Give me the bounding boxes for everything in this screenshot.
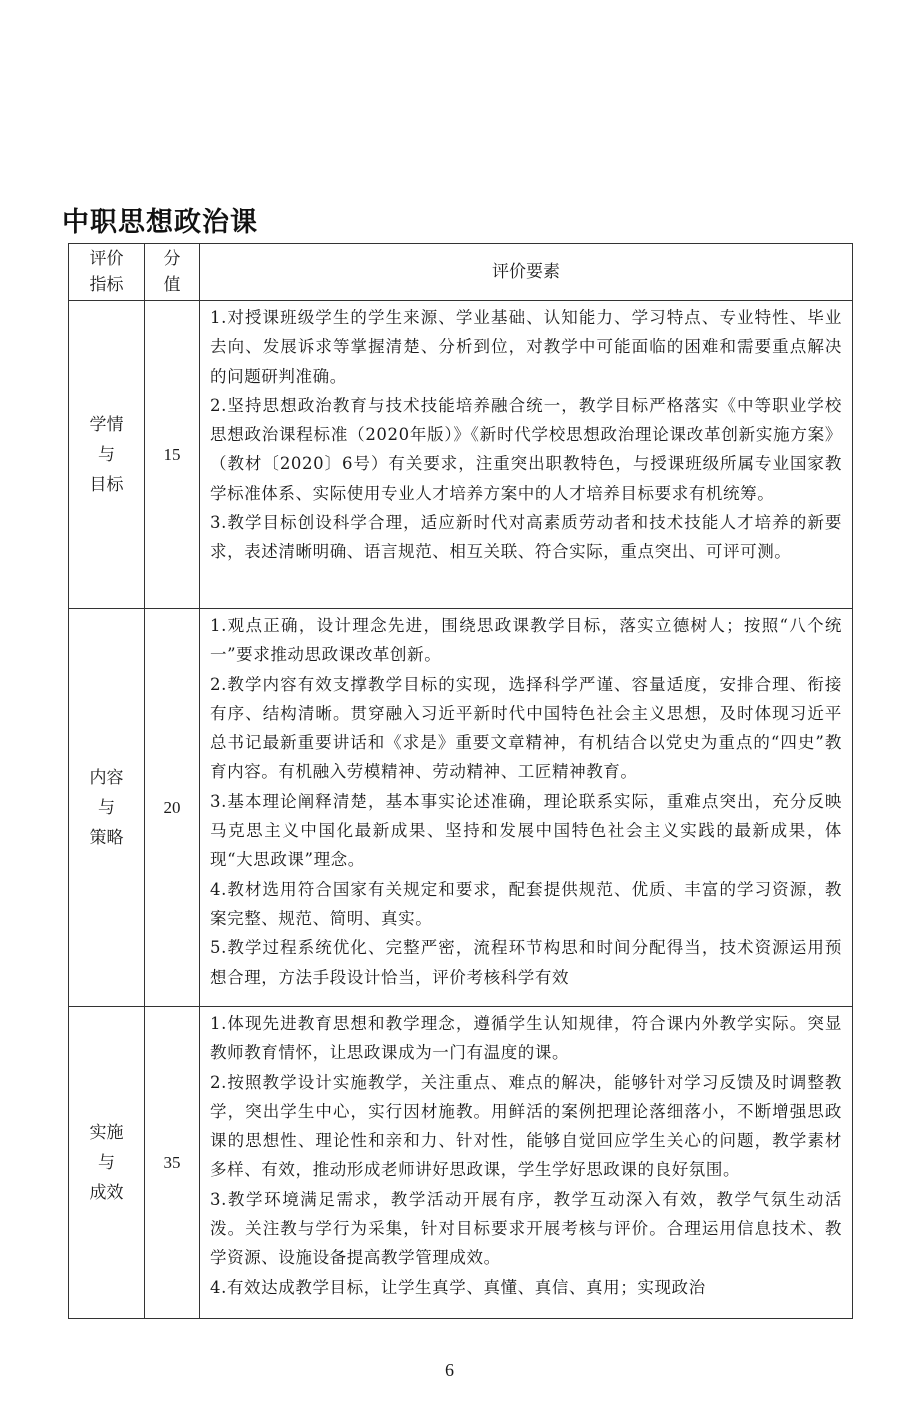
criterion-item: 3.基本理论阐释清楚，基本事实论述准确，理论联系实际，重难点突出，充分反映马克思主义中国化最新成果、坚持和发展中国特色社会主义实践的最新成果，体现“大思政课”理念。 <box>210 791 842 870</box>
table-row <box>69 1007 853 1319</box>
page-title: 中职思想政治课 <box>62 207 258 238</box>
elements-cell <box>200 609 853 1007</box>
evaluation-table <box>68 243 853 1319</box>
page-number: 6 <box>445 1360 454 1380</box>
indicator-line: 学情 <box>89 414 124 435</box>
criterion-item: 2.教学内容有效支撑教学目标的实现，选择科学严谨、容量适度，安排合理、衔接有序、结构清晰。贯穿融入习近平新时代中国特色社会主义思想，及时体现习近平总书记最新重要讲话和《求是》重要文章精神，有机结合以党史为重点的“四史”教育内容。有机融入劳模精神、劳动精神、工匠精神教育。 <box>210 674 842 782</box>
score-cell: 15 <box>145 301 200 609</box>
criterion-item: 2.按照教学设计实施教学，关注重点、难点的解决，能够针对学习反馈及时调整教学，突出学生中心，实行因材施教。用鲜活的案例把理论落细落小，不断增强思政课的思想性、理论性和亲和力、针对性，能够自觉回应学生关心的问题，教学素材多样、有效，推动形成老师讲好思政课，学生学好思政课的良好氛围。 <box>210 1072 842 1180</box>
indicator-line: 目标 <box>89 474 124 495</box>
table-row <box>69 301 853 609</box>
table-header-row <box>69 244 853 301</box>
indicator-cell <box>69 1007 145 1319</box>
criterion-item: 1.观点正确，设计理念先进，围绕思政课教学目标，落实立德树人；按照“八个统一”要求推动思政课改革创新。 <box>210 616 842 665</box>
indicator-line: 策略 <box>89 827 124 848</box>
criterion-item: 4.有效达成教学目标，让学生真学、真懂、真信、真用；实现政治 <box>210 1277 706 1297</box>
criterion-item: 3.教学环境满足需求，教学活动开展有序，教学互动深入有效，教学气氛生动活泼。关注教与学行为采集，针对目标要求开展考核与评价。合理运用信息技术、教学资源、设施设备提高教学管理成效。 <box>210 1189 842 1268</box>
elements-cell <box>200 1007 853 1319</box>
indicator-line: 内容 <box>89 767 124 788</box>
header-score-line: 分 <box>163 249 181 269</box>
header-indicator <box>69 244 145 301</box>
criterion-item: 1.体现先进教育思想和教学理念，遵循学生认知规律，符合课内外教学实际。突显教师教育情怀，让思政课成为一门有温度的课。 <box>210 1014 842 1063</box>
criterion-item: 4.教材选用符合国家有关规定和要求，配套提供规范、优质、丰富的学习资源，教案完整、规范、简明、真实。 <box>210 879 842 928</box>
indicator-line: 与 <box>98 444 115 465</box>
criterion-item: 2.坚持思想政治教育与技术技能培养融合统一，教学目标严格落实《中等职业学校思想政治课程标准（2020年版）》《新时代学校思想政治理论课改革创新实施方案》（教材〔2020〕6号）有关要求，注重突出职教特色，与授课班级所属专业国家教学标准体系、实际使用专业人才培养方案中的人才培养目标要求有机统筹。 <box>210 395 842 503</box>
indicator-line: 与 <box>98 1152 115 1173</box>
table-row <box>69 609 853 1007</box>
score-cell: 20 <box>145 609 200 1007</box>
header-score <box>145 244 200 301</box>
indicator-line: 实施 <box>89 1122 124 1143</box>
criterion-item: 3.教学目标创设科学合理，适应新时代对高素质劳动者和技术技能人才培养的新要求，表述清晰明确、语言规范、相互关联、符合实际，重点突出、可评可测。 <box>210 513 842 562</box>
header-score-line: 值 <box>163 275 181 295</box>
elements-cell <box>200 301 853 609</box>
indicator-line: 成效 <box>89 1182 124 1203</box>
header-elements: 评价要素 <box>200 244 853 301</box>
score-cell: 35 <box>145 1007 200 1319</box>
criterion-item: 1.对授课班级学生的学生来源、学业基础、认知能力、学习特点、专业特性、毕业去向、发展诉求等掌握清楚、分析到位，对教学中可能面临的困难和需要重点解决的问题研判准确。 <box>210 308 842 386</box>
header-indicator-line: 评价 <box>89 249 124 269</box>
header-indicator-line: 指标 <box>89 275 124 295</box>
indicator-cell <box>69 609 145 1007</box>
indicator-cell <box>69 301 145 609</box>
criterion-item: 5.教学过程系统优化、完整严密，流程环节构思和时间分配得当，技术资源运用预想合理，方法手段设计恰当，评价考核科学有效 <box>210 938 842 987</box>
indicator-line: 与 <box>98 797 115 818</box>
